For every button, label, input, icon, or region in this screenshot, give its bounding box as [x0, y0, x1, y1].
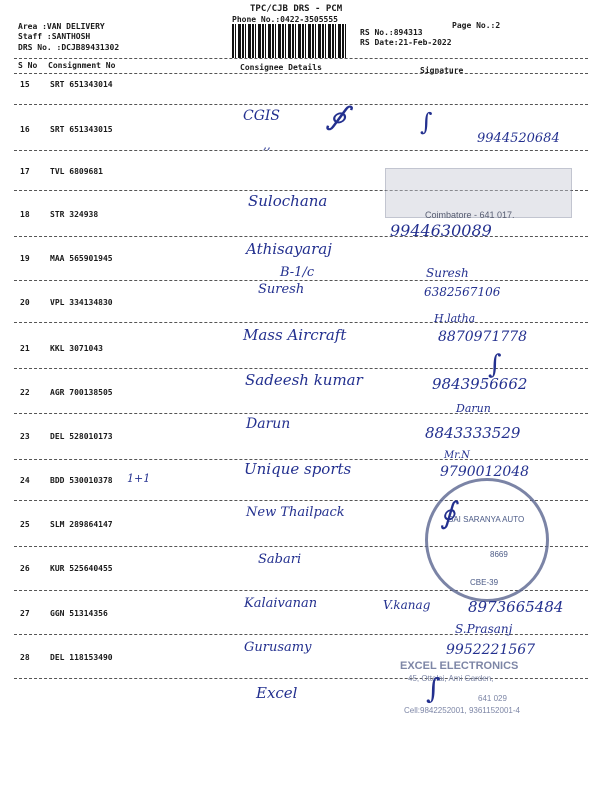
row-divider [14, 413, 588, 414]
row-consignment: AGR 700138505 [50, 388, 113, 397]
handwriting-consignee-16: CGIS [243, 108, 281, 124]
handwriting-consignee-25: New Thailpack [246, 505, 345, 520]
row-consignment: SRT 651343014 [50, 80, 113, 89]
handwriting-name-19: Suresh [258, 282, 305, 297]
signature-name-27b: S.Prasanj [455, 622, 513, 636]
row-consignment: DEL 118153490 [50, 653, 113, 662]
row-divider [14, 280, 588, 281]
row-consignment: GGN 51314356 [50, 609, 108, 618]
staff-label: Staff :SANTHOSH [18, 32, 91, 41]
handwriting-extra-19: B-1/c [280, 265, 315, 280]
handwriting-phone-18: 9944630089 [390, 221, 492, 240]
handwriting-phone-27: 8973665484 [468, 598, 564, 616]
row-sno: 28 [20, 653, 30, 662]
row-divider [14, 104, 588, 105]
auto-stamp-phone: 8669 [490, 550, 508, 559]
rs-date: RS Date:21-Feb-2022 [360, 38, 452, 47]
handwriting-phone-24: 9790012048 [440, 464, 530, 480]
document-title: TPC/CJB DRS - PCM [250, 4, 343, 14]
handwriting-phone-20: 6382567106 [424, 285, 501, 299]
row-consignment: SRT 651343015 [50, 125, 113, 134]
handwriting-phone-28: 9952221567 [446, 642, 536, 658]
signature-name-23: Mr.N [444, 450, 470, 461]
handwriting-phone-23: 8843333529 [425, 424, 521, 442]
row-consignment: STR 324938 [50, 210, 99, 219]
row-sno: 16 [20, 125, 30, 134]
area-label: Area :VAN DELIVERY [18, 22, 105, 31]
handwriting-consignee-23: Darun [246, 416, 291, 432]
row-sno: 22 [20, 388, 30, 397]
handwriting-consignee-22: Sadeesh kumar [245, 371, 363, 389]
row-consignment: DEL 528010173 [50, 432, 113, 441]
rs-number: RS No.:894313 [360, 28, 423, 37]
row-sno: 24 [20, 476, 30, 485]
signature-16: ∫ [420, 108, 433, 136]
header-rule-bottom [14, 73, 588, 74]
handwriting-consignee-21: Mass Aircraft [243, 326, 347, 344]
excel-stamp-address: 45, Ottalai, Ami Garden, [408, 674, 494, 683]
row-sno: 20 [20, 298, 30, 307]
handwriting-phone-22: 9843956662 [432, 375, 528, 393]
page-number: Page No.:2 [452, 21, 501, 30]
phone-number: Phone No.:0422-3505555 [232, 15, 338, 24]
handwriting-consignee-last: Excel [256, 684, 298, 702]
row-consignment: KUR 525640455 [50, 564, 113, 573]
handwriting-consignee-19: Athisayaraj [246, 240, 332, 258]
row-sno: 26 [20, 564, 30, 573]
handwriting-consignee-24: Unique sports [244, 460, 352, 478]
row-sno: 15 [20, 80, 30, 89]
row-sno: 19 [20, 254, 30, 263]
handwriting-consignee-28: Gurusamy [244, 640, 312, 655]
handwriting-consignee-18: Sulochana [248, 192, 328, 210]
signature-last: ∫ [426, 672, 441, 705]
signature-name-22: Darun [456, 402, 491, 415]
signature-25: ∮ [440, 496, 456, 531]
row-divider [14, 150, 588, 151]
signature-name-27: V.kanag [383, 598, 431, 612]
excel-stamp-city: 641 029 [478, 694, 507, 703]
col-consignee: Consignee Details [240, 63, 322, 72]
handwriting-phone-21: 8870971778 [438, 329, 528, 345]
auto-stamp-name: SAI SARANYA AUTO [448, 515, 525, 524]
col-signature: Signature [420, 66, 464, 75]
row-consignment: VPL 334134830 [50, 298, 113, 307]
handwriting-phone-16: 9944520684 [477, 131, 560, 146]
row-consignment: TVL 6809681 [50, 167, 103, 176]
row-sno: 25 [20, 520, 30, 529]
auto-stamp-code: CBE-39 [470, 578, 499, 587]
barcode [232, 24, 348, 58]
row-consignment: MAA 565901945 [50, 254, 113, 263]
excel-stamp-name: EXCEL ELECTRONICS [400, 660, 519, 672]
handwriting-ditto-16: ,, [263, 138, 271, 152]
signature-name-20: H.latha [434, 312, 476, 325]
row-consignment: KKL 3071043 [50, 344, 103, 353]
col-consignment: Consignment No [48, 61, 116, 70]
handwriting-mark-24: 1+1 [127, 472, 151, 485]
row-divider [14, 322, 588, 323]
row-consignment: BDD 530010378 [50, 476, 113, 485]
handwriting-consignee-27: Kalaivanan [244, 596, 318, 611]
row-divider [14, 368, 588, 369]
row-sno: 17 [20, 167, 30, 176]
row-sno: 23 [20, 432, 30, 441]
drs-number: DRS No. :DCJB89431302 [18, 43, 120, 52]
header-rule-top [14, 58, 588, 59]
row-divider [14, 236, 588, 237]
col-sno: S No [18, 61, 38, 70]
row-consignment: SLM 289864147 [50, 520, 113, 529]
row-sno: 21 [20, 344, 30, 353]
signature-name-19: Suresh [426, 266, 469, 280]
handwriting-consignee-26: Sabari [258, 552, 302, 567]
stamp-top-address: Coimbatore - 641 017. [425, 210, 515, 220]
excel-stamp-cell: Cell:9842252001, 9361152001-4 [404, 706, 520, 715]
row-sno: 18 [20, 210, 30, 219]
signature-22: ∫ [488, 350, 502, 380]
row-sno: 27 [20, 609, 30, 618]
handwriting-swirl: ∮ [324, 94, 353, 136]
